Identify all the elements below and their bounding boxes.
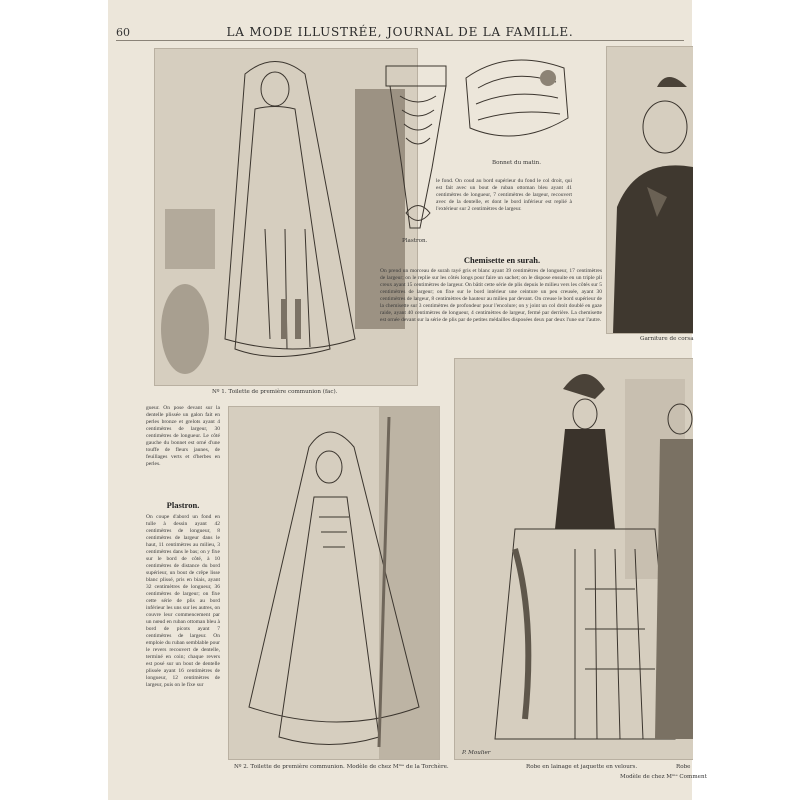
caption-plastron: Plastron. [402, 238, 428, 244]
illustration-walking-dresses [454, 358, 693, 760]
paragraph-bonnet-end: le fond. On coud au bord supérieur du fond le col droit, qui est fait avec un bout de ruban ottoman bleu ayant 41 centimètres de longueur, 7 centimètres de largeur, recouvert avec de la dentelle, et dont le bord inférieur est replié à l'extérieur sur 2 centimètres de largeur. [436, 178, 572, 212]
caption-robe-cropped: Robe [676, 764, 691, 770]
illustration-first-communion-dress-2 [228, 406, 440, 760]
page-header [108, 20, 692, 42]
engraving-figure-1 [155, 49, 417, 385]
illustration-first-communion-dress-1 [154, 48, 418, 386]
article-bonnet-continued [146, 405, 220, 468]
article-plastron [146, 514, 220, 689]
artist-signature: P. Moulier [462, 750, 491, 756]
caption-figure-1: Nº 1. Toilette de première communion (fac). [212, 389, 338, 395]
heading-plastron: Plastron. [166, 500, 200, 510]
caption-figure-2: Nº 2. Toilette de première communion. Modèle de chez Mᵐᵉ de la Torchère. [234, 764, 449, 770]
paragraph-plastron: On coupe d'abord un fond en tulle à dessin ayant 42 centimètres de longueur, 8 centimètres de largeur dans le haut, 11 centimètres au milieu, 3 centimètres dans le bas; on y fixe sur le bord de côté, à 10 centimètres de distance du bord supérieur, un bout de crêpe lisse blanc plissé, pris en biais, ayant 32 centimètres de longueur, 36 centimètres de largeur; on fixe cette série de plis au bord inférieur les uns sur les autres, on couvre leur commencement par un nœud en ruban ottoman bleu à bord de picots ayant 7 centimètres de largeur. On emploie du ruban semblable pour le revers recouvert de dentelle, terminé en coin; chaque revers est posé sur un bout de dentelle plissée ayant 16 centimètres de longueur, 12 centimètres de largeur, puis on le fixe sur [146, 514, 220, 688]
paragraph-chemisette: On prend un morceau de surah rayé gris et blanc ayant 39 centimètres de longueur, 17 centimètres de largeur; on le replie sur les côtés longs pour faire un sachet; on le dispose ensuite en un triple pli creux ayant 15 centimètres de largeur. On bâtit cette série de plis depuis le milieu vers les côtés sur 5 centimètres de largeur; on fixe sur le bord intérieur une ceinture un peu creusée, ayant 30 centimètres de largeur, 8 centimètres de hauteur au milieu par devant. On creuse le bord supérieur de la chemisette sur 3 centimètres de profondeur pour l'encolure; on y joint un col droit doublé en gaze raide, ayant 40 centimètres de longueur, 4 centimètres de largeur, fermé par derrière. La chemisette est ornée devant sur la série de plis par de petites médailles disposées deux par deux l'une sur l'autre. [380, 268, 602, 323]
journal-title: LA MODE ILLUSTRÉE, JOURNAL DE LA FAMILLE. [226, 25, 574, 39]
page-number: 60 [116, 26, 130, 39]
heading-chemisette: Chemisette en surah. [463, 255, 541, 265]
caption-garniture: Garniture de corsa [640, 336, 694, 342]
article-chemisette [380, 268, 602, 324]
illustration-bonnet [458, 48, 574, 152]
caption-walking-dresses: Robe en lainage et jaquette en velours. [526, 764, 638, 770]
article-bonnet-end [436, 178, 572, 213]
caption-modele: Modèle de chez Mᵐᵉ Comment [620, 774, 707, 780]
magazine-page [108, 0, 707, 800]
illustration-corsage-garniture [606, 46, 693, 334]
header-rule [116, 40, 684, 41]
caption-bonnet: Bonnet du matin. [492, 160, 542, 166]
paragraph-bonnet-continued: gueur. On pose devant sur la dentelle plissée un galon fait en perles bronze et grelots ayant 4 centimètres de largeur, 30 centimètres de longueur. Le côté gauche du bonnet est orné d'une touffe de fleurs jaunes, de feuillages verts et d'herbes en perles. [146, 405, 220, 467]
